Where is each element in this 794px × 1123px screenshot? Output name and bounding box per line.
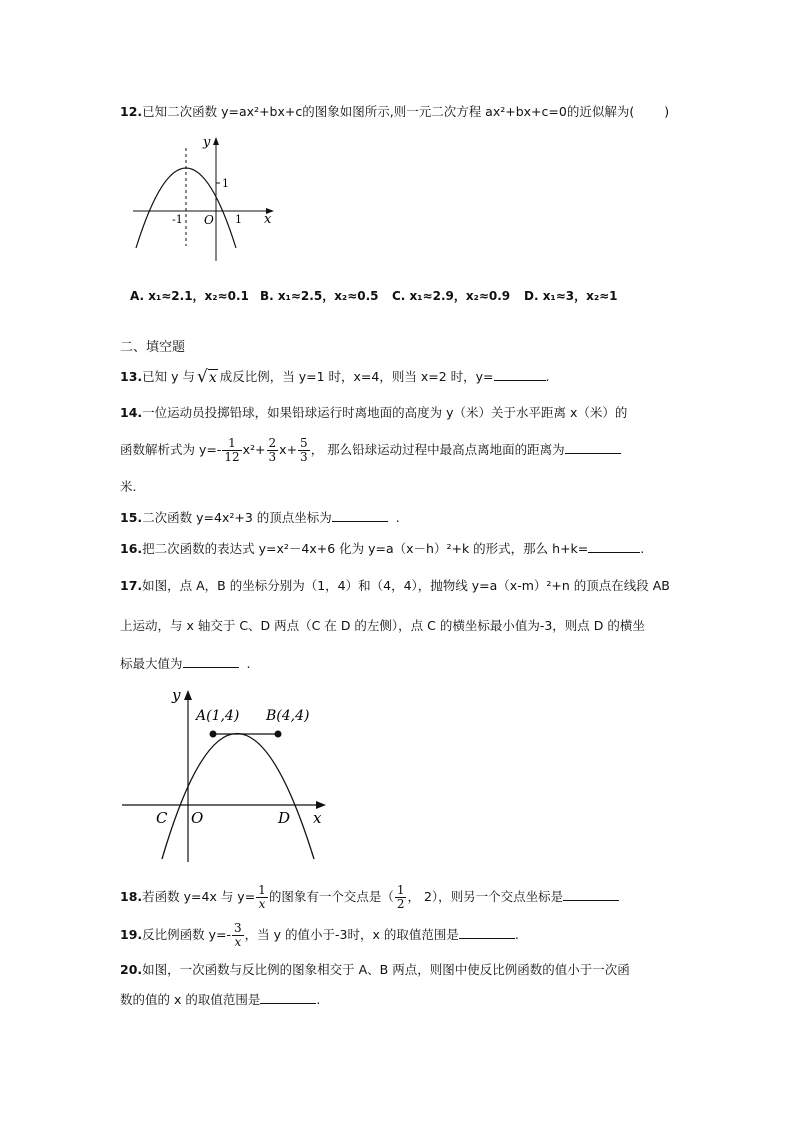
- question-text-2: 的图象有一个交点是（: [268, 889, 394, 904]
- question-text-3: ， 2），则另一个交点坐标是: [407, 889, 564, 904]
- question-number: 12.: [120, 104, 143, 119]
- formula-prefix: 函数解析式为 y=-: [120, 442, 222, 457]
- question-text: ， 那么铅球运动过程中最高点离地面的距离为: [310, 442, 565, 457]
- q17-graph: [118, 684, 333, 866]
- answer-blank[interactable]: [563, 888, 619, 901]
- answer-blank[interactable]: [588, 540, 640, 553]
- fraction-2-3: $\frac{2}{3}$: [268, 436, 277, 464]
- point-a-label: A(1,4): [196, 708, 240, 724]
- point-c-label: C: [156, 809, 168, 827]
- question-13: [120, 368, 550, 387]
- y-axis-arrow: [213, 137, 219, 145]
- tick-label-y1: 1: [222, 177, 229, 190]
- question-number: 13.: [120, 369, 143, 384]
- origin-label: O: [204, 213, 214, 227]
- fraction-5-3: $\frac{5}{3}$: [300, 436, 308, 464]
- formula-term: x+: [279, 442, 298, 457]
- y-axis-arrow: [184, 690, 192, 700]
- fraction-1-over-x: $\frac{1}{x}$: [258, 883, 266, 911]
- question-text: 数的值的 x 的取值范围是: [120, 992, 261, 1007]
- tick-label-x1: 1: [235, 213, 242, 226]
- end-mark: .: [246, 656, 251, 671]
- answer-blank[interactable]: [565, 441, 621, 454]
- y-axis-label: y: [172, 686, 181, 704]
- point-b-dot: [275, 731, 282, 738]
- question-text: 如图，一次函数与反比例的图象相交于 A、B 两点，则图中使反比例函数的值小于一次函: [142, 962, 630, 977]
- question-number: 19.: [120, 927, 143, 942]
- answer-blank[interactable]: [459, 926, 515, 939]
- question-text: 一位运动员投掷铅球，如果铅球运行时离地面的高度为 y（米）关于水平距离 x（米）的: [142, 405, 628, 420]
- question-18: [120, 884, 619, 911]
- question-17-line-1: [120, 577, 670, 595]
- question-15: [120, 509, 400, 527]
- end-mark: .: [545, 369, 550, 384]
- question-text-2: ，当 y 的值小于-3时，x 的取值范围是: [244, 927, 459, 942]
- answer-blank[interactable]: [260, 991, 316, 1004]
- question-14-line-1: [120, 404, 627, 422]
- question-14-line-2: [120, 437, 621, 464]
- question-17-line-3: [120, 655, 251, 673]
- question-number: 16.: [120, 541, 143, 556]
- point-d-label: D: [278, 809, 291, 827]
- question-number: 18.: [120, 889, 143, 904]
- question-number: 15.: [120, 510, 143, 525]
- fraction-1-12: $\frac{1}{12}$: [224, 436, 240, 464]
- y-axis-label: y: [203, 135, 211, 150]
- question-19: [120, 922, 519, 949]
- question-text: 把二次函数的表达式 y=x²－4x+6 化为 y=a（x－h）²+k 的形式，那么 h+k=: [142, 541, 589, 556]
- radicand: x: [208, 370, 217, 386]
- end-mark: .: [640, 541, 645, 556]
- fraction-1-2: $\frac{1}{2}$: [396, 883, 405, 911]
- question-12: [120, 103, 669, 121]
- question-text: 二次函数 y=4x²+3 的顶点坐标为: [142, 510, 332, 525]
- question-text: 标最大值为: [120, 656, 183, 671]
- question-number: 20.: [120, 962, 143, 977]
- point-b-label: B(4,4): [266, 708, 310, 724]
- tick-label-neg1: -1: [172, 213, 183, 226]
- parabola-curve: [162, 734, 314, 860]
- question-text: 如图，点 A，B 的坐标分别为（1，4）和（4，4），抛物线 y=a（x-m）²+n 的顶点在线段 AB: [142, 578, 670, 593]
- section-heading: 二、填空题: [120, 340, 186, 355]
- sqrt-symbol: √x: [197, 367, 217, 387]
- question-text: 已知 y 与: [142, 369, 196, 384]
- point-a-dot: [210, 731, 217, 738]
- q12-options: [130, 287, 618, 305]
- question-number: 17.: [120, 578, 143, 593]
- question-20-line-1: [120, 961, 630, 979]
- x-axis-arrow: [316, 801, 326, 809]
- q12-graph: [128, 128, 278, 268]
- option-c[interactable]: C. x₁≈2.9，x₂≈0.9: [392, 289, 511, 303]
- question-text: 反比例函数 y=-: [142, 927, 232, 942]
- question-17-line-2: 上运动，与 x 轴交于 C、D 两点（C 在 D 的左侧），点 C 的横坐标最小值为-3，则点 D 的横坐: [120, 618, 645, 633]
- option-d[interactable]: D. x₁≈3，x₂≈1: [524, 289, 618, 303]
- end-mark: .: [514, 927, 519, 942]
- answer-blank[interactable]: [332, 509, 388, 522]
- question-number: 14.: [120, 405, 143, 420]
- fraction-3-over-x: $\frac{3}{x}$: [234, 921, 242, 949]
- option-a[interactable]: A. x₁≈2.1，x₂≈0.1: [130, 289, 249, 303]
- x-axis-label: x: [264, 212, 272, 227]
- question-14-line-3: 米.: [120, 479, 137, 494]
- answer-blank[interactable]: [494, 368, 546, 381]
- x-axis-label: x: [313, 809, 322, 827]
- question-20-line-2: [120, 991, 320, 1009]
- end-mark: .: [316, 992, 321, 1007]
- origin-label: O: [191, 809, 204, 827]
- question-text-2: 成反比例，当 y=1 时，x=4，则当 x=2 时，y=: [219, 369, 494, 384]
- question-16: [120, 540, 644, 558]
- answer-paren-close: ): [664, 104, 670, 119]
- option-b[interactable]: B. x₁≈2.5，x₂≈0.5: [260, 289, 379, 303]
- formula-term: x²+: [242, 442, 266, 457]
- question-text: 已知二次函数 y=ax²+bx+c的图象如图所示,则一元二次方程 ax²+bx+c=0的近似解为(: [142, 104, 635, 119]
- question-text: 若函数 y=4x 与 y=: [142, 889, 256, 904]
- answer-blank[interactable]: [183, 655, 239, 668]
- end-mark: .: [395, 510, 400, 525]
